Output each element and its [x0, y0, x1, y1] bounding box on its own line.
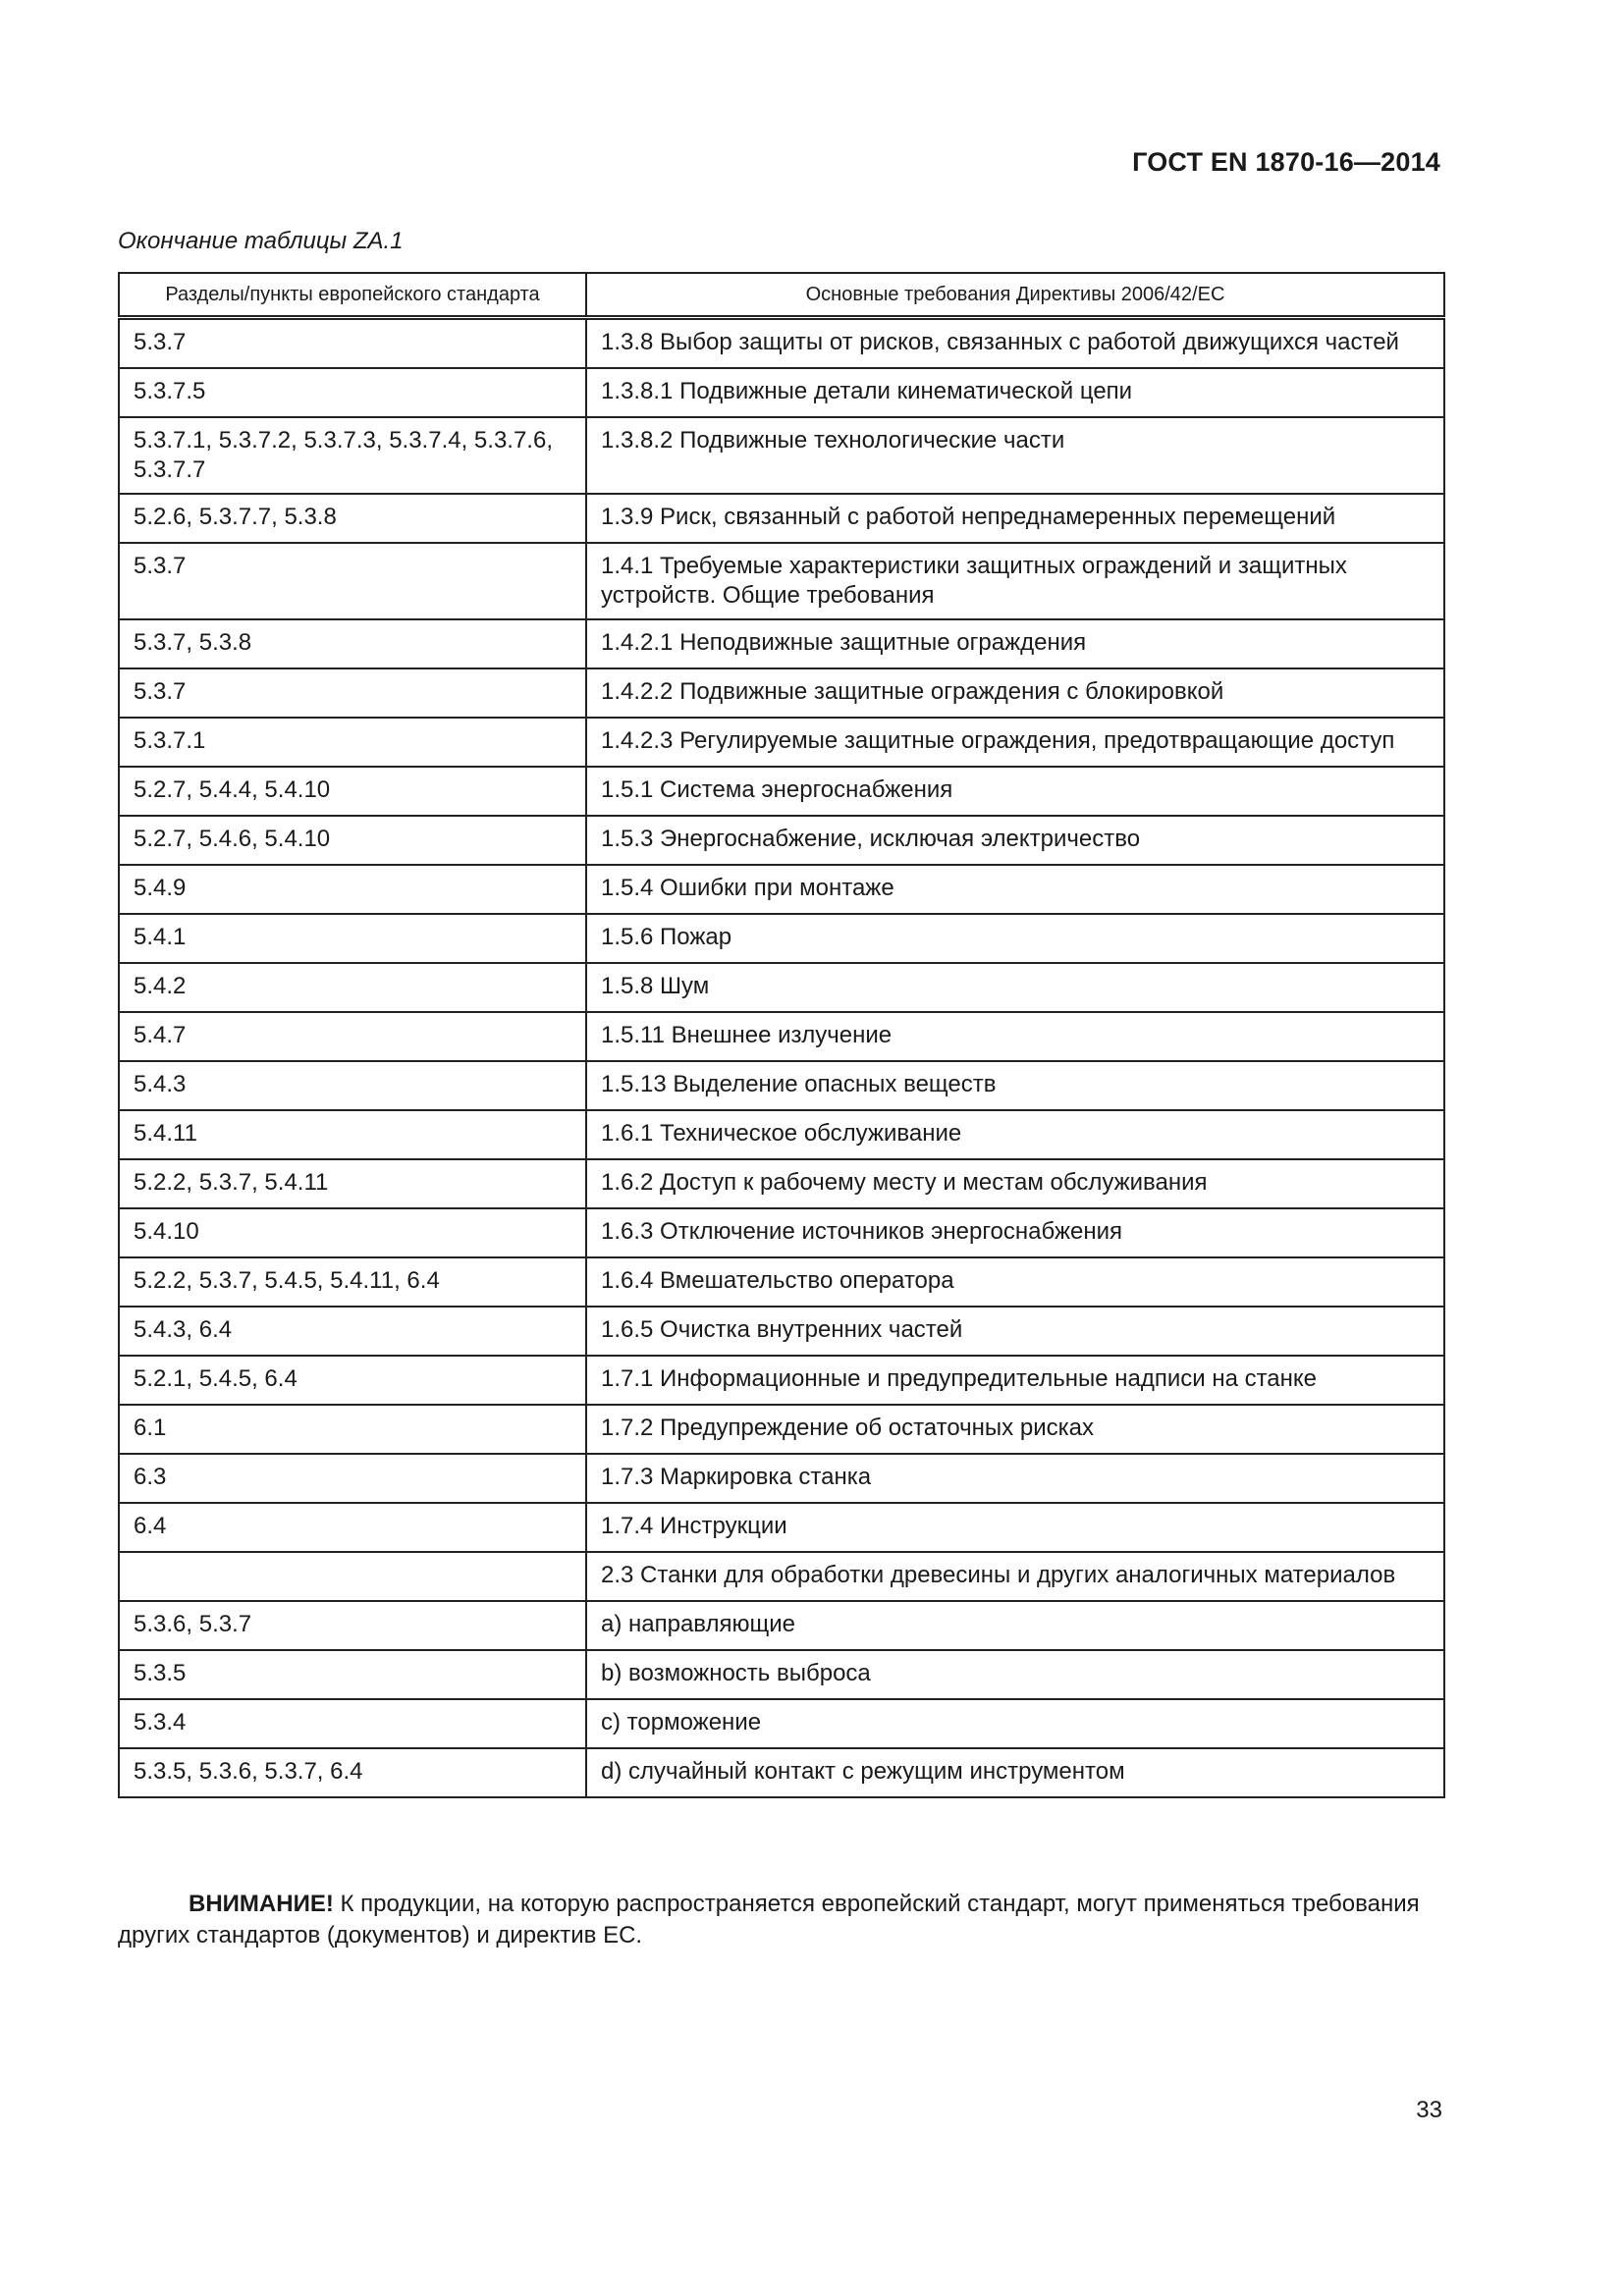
requirement-cell: 1.5.4 Ошибки при монтаже	[586, 865, 1444, 914]
requirement-cell: 1.5.1 Система энергоснабжения	[586, 767, 1444, 816]
table-row	[119, 1405, 1444, 1454]
clause-cell: 5.4.1	[119, 914, 586, 963]
requirement-cell: 1.7.4 Инструкции	[586, 1503, 1444, 1552]
clause-cell: 5.3.7	[119, 668, 586, 718]
clause-cell: 5.3.4	[119, 1699, 586, 1748]
clause-cell: 5.4.11	[119, 1110, 586, 1159]
notice-label: ВНИМАНИЕ!	[189, 1891, 334, 1917]
table-row	[119, 543, 1444, 619]
table-row	[119, 1110, 1444, 1159]
requirement-cell: 1.6.1 Техническое обслуживание	[586, 1110, 1444, 1159]
requirement-cell: 1.6.2 Доступ к рабочему месту и местам обслуживания	[586, 1159, 1444, 1208]
table-row	[119, 1601, 1444, 1650]
requirement-cell: 1.7.2 Предупреждение об остаточных рисках	[586, 1405, 1444, 1454]
table-row	[119, 494, 1444, 543]
clause-cell: 5.4.9	[119, 865, 586, 914]
notice-paragraph	[118, 1889, 1443, 1951]
requirement-cell: 1.6.5 Очистка внутренних частей	[586, 1307, 1444, 1356]
clause-cell: 5.3.7.1	[119, 718, 586, 767]
requirement-cell: 1.3.8.2 Подвижные технологические части	[586, 417, 1444, 494]
requirement-cell: a) направляющие	[586, 1601, 1444, 1650]
clause-cell: 5.2.2, 5.3.7, 5.4.5, 5.4.11, 6.4	[119, 1257, 586, 1307]
table-row	[119, 668, 1444, 718]
table-row	[119, 767, 1444, 816]
table-row	[119, 1061, 1444, 1110]
clause-cell: 5.3.7	[119, 318, 586, 369]
requirement-cell: d) случайный контакт с режущим инструментом	[586, 1748, 1444, 1797]
clause-cell: 5.3.7.5	[119, 368, 586, 417]
clause-cell: 5.2.6, 5.3.7.7, 5.3.8	[119, 494, 586, 543]
table-row	[119, 318, 1444, 369]
clause-cell: 5.4.3, 6.4	[119, 1307, 586, 1356]
table-header-row	[119, 273, 1444, 318]
requirement-cell: 2.3 Станки для обработки древесины и других аналогичных материалов	[586, 1552, 1444, 1601]
requirement-cell: 1.6.3 Отключение источников энергоснабжения	[586, 1208, 1444, 1257]
column-header-requirements: Основные требования Директивы 2006/42/ЕС	[586, 273, 1444, 318]
table-row	[119, 914, 1444, 963]
requirement-cell: 1.4.2.3 Регулируемые защитные ограждения, предотвращающие доступ	[586, 718, 1444, 767]
requirement-cell: 1.3.8.1 Подвижные детали кинематической цепи	[586, 368, 1444, 417]
requirement-cell: 1.4.1 Требуемые характеристики защитных ограждений и защитных устройств. Общие требования	[586, 543, 1444, 619]
requirement-cell: c) торможение	[586, 1699, 1444, 1748]
clause-cell: 6.3	[119, 1454, 586, 1503]
table-row	[119, 1454, 1444, 1503]
requirement-cell: 1.5.13 Выделение опасных веществ	[586, 1061, 1444, 1110]
table-row	[119, 1012, 1444, 1061]
clause-cell: 5.4.7	[119, 1012, 586, 1061]
table-row	[119, 1552, 1444, 1601]
table-row	[119, 1356, 1444, 1405]
clause-cell: 5.2.1, 5.4.5, 6.4	[119, 1356, 586, 1405]
table-row	[119, 816, 1444, 865]
clause-cell: 5.3.7	[119, 543, 586, 619]
table-row	[119, 963, 1444, 1012]
requirement-cell: 1.4.2.2 Подвижные защитные ограждения с блокировкой	[586, 668, 1444, 718]
clause-cell: 5.4.10	[119, 1208, 586, 1257]
page-number: 33	[1416, 2097, 1442, 2123]
document-standard-code: ГОСТ EN 1870-16—2014	[1132, 147, 1440, 177]
requirement-cell: 1.5.8 Шум	[586, 963, 1444, 1012]
table-row	[119, 417, 1444, 494]
requirement-cell: 1.5.3 Энергоснабжение, исключая электричество	[586, 816, 1444, 865]
clause-cell: 5.3.7, 5.3.8	[119, 619, 586, 668]
requirements-table	[118, 272, 1445, 1798]
table-row	[119, 865, 1444, 914]
table-row	[119, 1748, 1444, 1797]
table-row	[119, 368, 1444, 417]
requirement-cell: b) возможность выброса	[586, 1650, 1444, 1699]
table-row	[119, 1307, 1444, 1356]
table-row	[119, 619, 1444, 668]
notice-text: К продукции, на которую распространяется европейский стандарт, могут применяться требования других стандартов (документов) и директив ЕС.	[118, 1891, 1420, 1949]
clause-cell: 5.4.2	[119, 963, 586, 1012]
table-row	[119, 1257, 1444, 1307]
table-row	[119, 1699, 1444, 1748]
clause-cell	[119, 1552, 586, 1601]
requirement-cell: 1.3.9 Риск, связанный с работой непреднамеренных перемещений	[586, 494, 1444, 543]
clause-cell: 6.4	[119, 1503, 586, 1552]
table-row	[119, 718, 1444, 767]
requirement-cell: 1.3.8 Выбор защиты от рисков, связанных с работой движущихся частей	[586, 318, 1444, 369]
clause-cell: 6.1	[119, 1405, 586, 1454]
column-header-clauses: Разделы/пункты европейского стандарта	[119, 273, 586, 318]
clause-cell: 5.3.5, 5.3.6, 5.3.7, 6.4	[119, 1748, 586, 1797]
clause-cell: 5.2.7, 5.4.6, 5.4.10	[119, 816, 586, 865]
clause-cell: 5.3.6, 5.3.7	[119, 1601, 586, 1650]
table-row	[119, 1503, 1444, 1552]
clause-cell: 5.4.3	[119, 1061, 586, 1110]
clause-cell: 5.3.5	[119, 1650, 586, 1699]
table-row	[119, 1650, 1444, 1699]
requirement-cell: 1.6.4 Вмешательство оператора	[586, 1257, 1444, 1307]
requirement-cell: 1.5.11 Внешнее излучение	[586, 1012, 1444, 1061]
table-row	[119, 1208, 1444, 1257]
requirement-cell: 1.7.1 Информационные и предупредительные надписи на станке	[586, 1356, 1444, 1405]
requirement-cell: 1.7.3 Маркировка станка	[586, 1454, 1444, 1503]
requirement-cell: 1.4.2.1 Неподвижные защитные ограждения	[586, 619, 1444, 668]
clause-cell: 5.2.2, 5.3.7, 5.4.11	[119, 1159, 586, 1208]
table-row	[119, 1159, 1444, 1208]
requirement-cell: 1.5.6 Пожар	[586, 914, 1444, 963]
clause-cell: 5.3.7.1, 5.3.7.2, 5.3.7.3, 5.3.7.4, 5.3.7.6, 5.3.7.7	[119, 417, 586, 494]
table-caption: Окончание таблицы ZA.1	[118, 228, 404, 254]
clause-cell: 5.2.7, 5.4.4, 5.4.10	[119, 767, 586, 816]
